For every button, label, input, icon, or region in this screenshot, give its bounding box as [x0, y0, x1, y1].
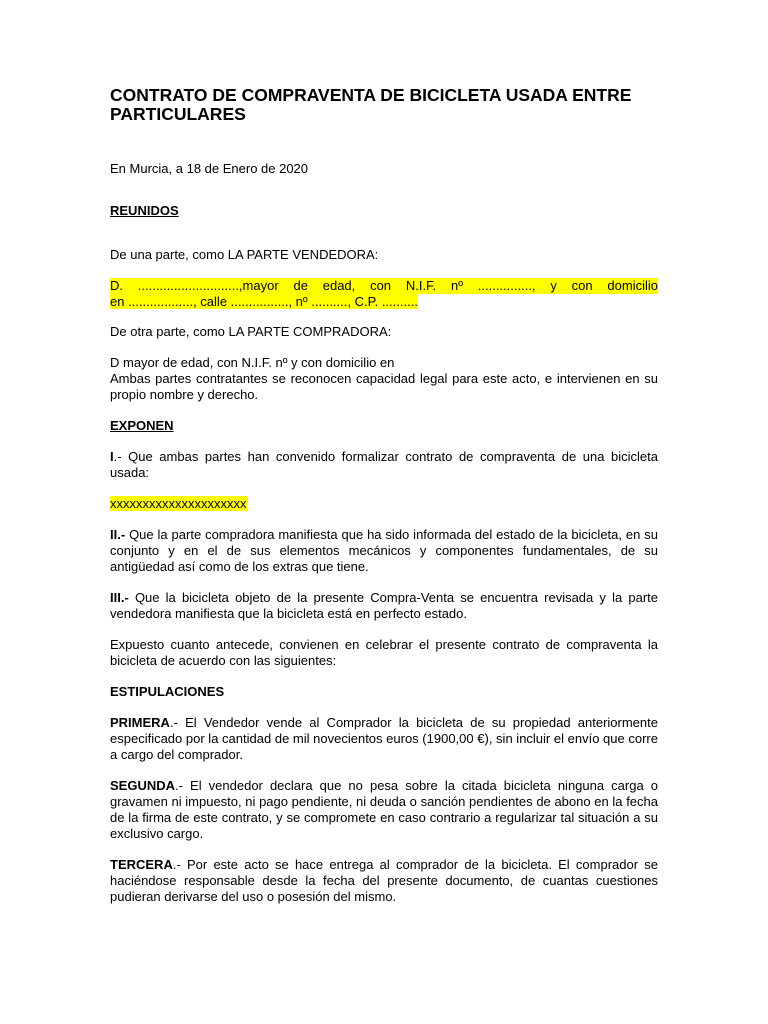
seller-line-2-text: en .................., calle ................, nº .........., C.P. ..........	[110, 294, 418, 309]
exponen-item-2-label: II.-	[110, 527, 126, 542]
exponen-heading: EXPONEN	[110, 418, 174, 433]
clause-primera-text: .- El Vendedor vende al Comprador la bicicleta de su propiedad anteriormente especificado por la cantidad de mil novecientos euros (1900,00 €), sin incluir el envío que corre a cargo del comprador.	[110, 715, 658, 762]
bike-placeholder	[110, 496, 658, 512]
clause-segunda-label: SEGUNDA	[110, 778, 176, 793]
clause-primera	[110, 715, 658, 763]
clause-tercera-label: TERCERA	[110, 857, 173, 872]
exponen-item-3	[110, 590, 658, 622]
document-page	[110, 86, 658, 905]
date-line: En Murcia, a 18 de Enero de 2020	[110, 161, 309, 176]
clause-tercera	[110, 857, 658, 905]
exponen-item-1-label: I	[110, 449, 114, 464]
clause-segunda-text: .- El vendedor declara que no pesa sobre la citada bicicleta ninguna carga o gravamen ni impuesto, ni pago pendiente, ni deuda o sanción pendientes de abono en la fecha de la firma de este contrato, y se compromete en caso contrario a regularizar tal situación a su exclusivo cargo.	[110, 778, 658, 841]
exponen-item-1	[110, 449, 658, 481]
seller-intro: De una parte, como LA PARTE VENDEDORA:	[110, 247, 379, 262]
seller-details	[110, 278, 658, 310]
seller-line-2	[110, 294, 658, 310]
clause-tercera-text: .- Por este acto se hace entrega al comprador de la bicicleta. El comprador se haciéndose responsable desde la fecha del presente documento, de cuantas cuestiones pudieran derivarse del uso o posesión del mismo.	[110, 857, 658, 904]
buyer-line-2: Ambas partes contratantes se reconocen capacidad legal para este acto, e intervienen en su propio nombre y derecho.	[110, 371, 658, 402]
exponen-item-1-text: .- Que ambas partes han convenido formalizar contrato de compraventa de una bicicleta usada:	[110, 449, 658, 480]
clause-primera-label: PRIMERA	[110, 715, 170, 730]
clause-segunda	[110, 778, 658, 842]
exponen-item-3-text: Que la bicicleta objeto de la presente Compra-Venta se encuentra revisada y la parte vendedora manifiesta que la bicicleta está en perfecto estado.	[110, 590, 658, 621]
exponen-item-2	[110, 527, 658, 575]
exponen-item-2-text: Que la parte compradora manifiesta que ha sido informada del estado de la bicicleta, en su conjunto y en el de sus elementos mecánicos y componentes fundamentales, de su antigüedad así como de los extras que tiene.	[110, 527, 658, 574]
estipulaciones-heading: ESTIPULACIONES	[110, 684, 225, 699]
bike-placeholder-text: xxxxxxxxxxxxxxxxxxxxx	[110, 496, 247, 511]
expuesto-paragraph: Expuesto cuanto antecede, convienen en celebrar el presente contrato de compraventa la bicicleta de acuerdo con las siguientes:	[110, 637, 658, 668]
seller-line-1	[110, 278, 658, 294]
seller-line-1-text: D. ............................,mayor de edad, con N.I.F. nº ..............., y con domicilio	[110, 278, 658, 293]
exponen-item-3-label: III.-	[110, 590, 129, 605]
buyer-intro: De otra parte, como LA PARTE COMPRADORA:	[110, 324, 392, 339]
buyer-line-1: D mayor de edad, con N.I.F. nº y con domicilio en	[110, 355, 395, 370]
document-title: CONTRATO DE COMPRAVENTA DE BICICLETA USADA ENTRE PARTICULARES	[110, 85, 632, 124]
reunidos-heading: REUNIDOS	[110, 203, 179, 218]
